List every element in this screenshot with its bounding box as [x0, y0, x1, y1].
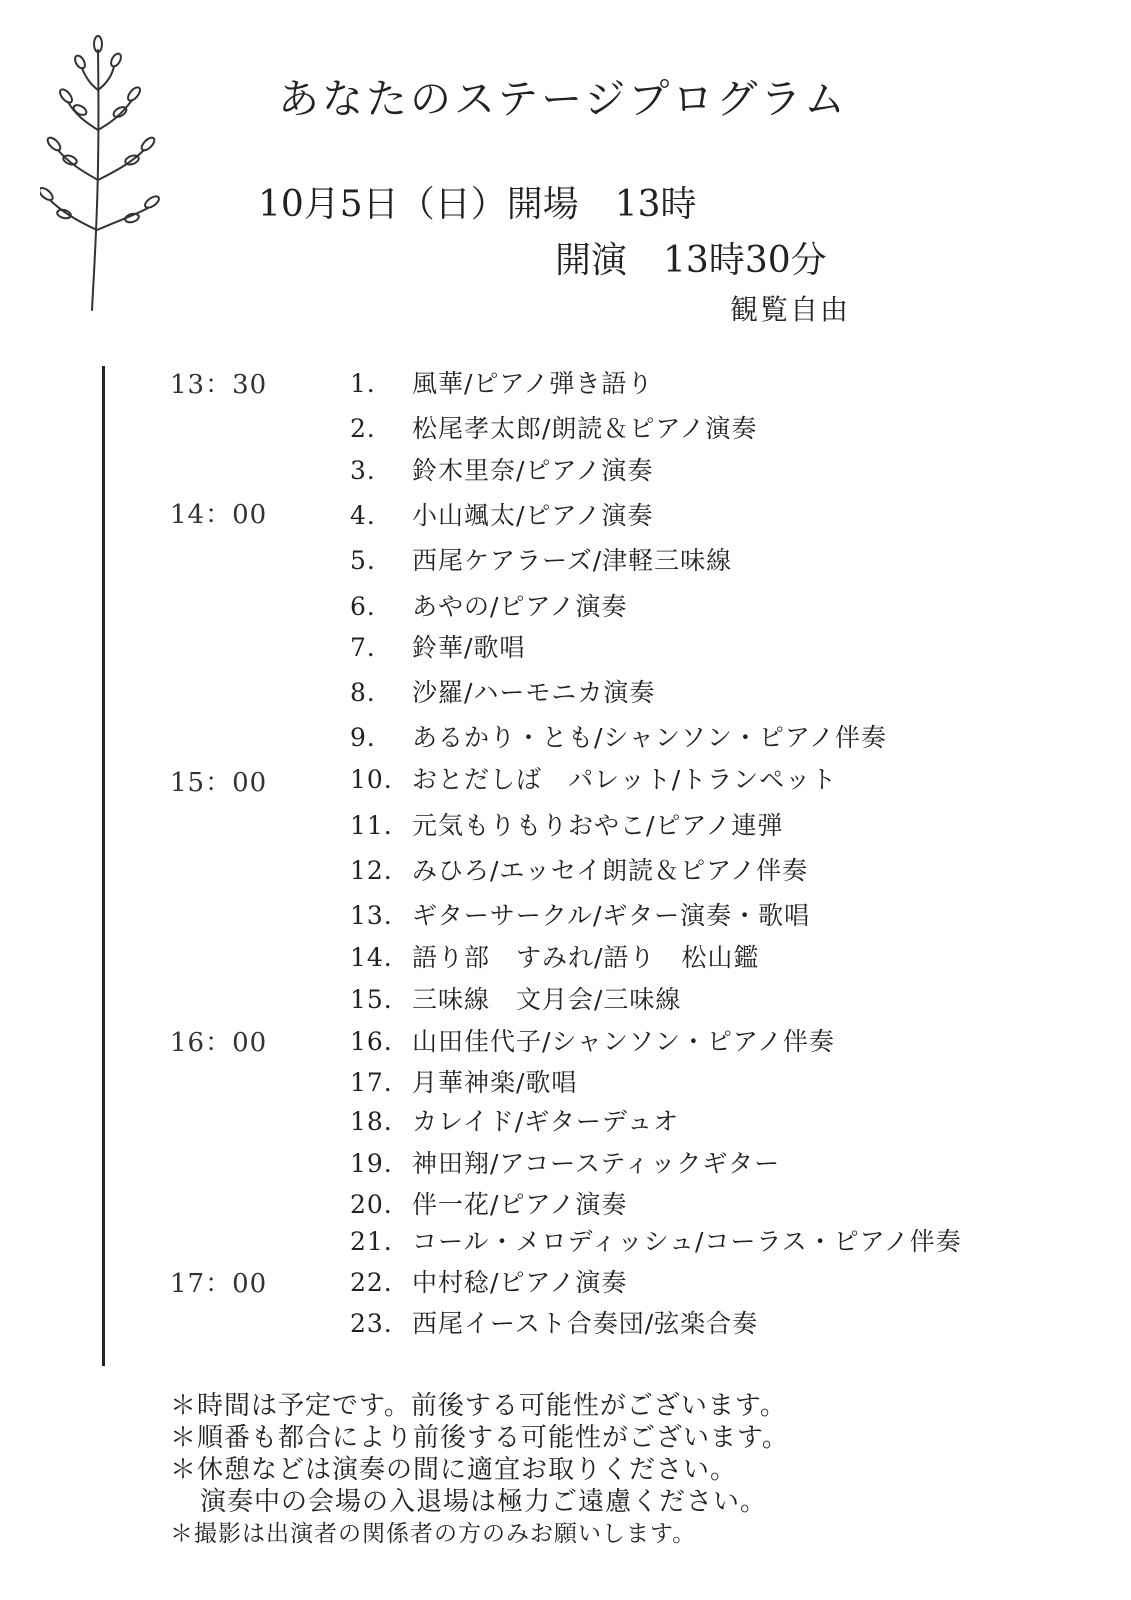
start-label: 開演 [555, 240, 628, 281]
program-text: あるかり・とも/シャンソン・ピアノ伴奏 [412, 723, 887, 752]
program-text: ギターサークル/ギター演奏・歌唱 [412, 901, 811, 930]
program-number: 6． [350, 592, 393, 621]
program-item [350, 1063, 577, 1099]
program-text: 西尾ケアラーズ/津軽三味線 [412, 546, 733, 575]
time-slot: 13：30 [170, 370, 268, 400]
time-slot: 17：00 [170, 1269, 268, 1299]
program-number: 7． [350, 633, 393, 662]
event-date: 10月5日（日） [258, 184, 507, 225]
program-text: おとだしば パレット/トランペット [412, 765, 838, 794]
start-time: 13時30分 [663, 240, 827, 281]
program-number: 10. [350, 765, 393, 794]
note-line: ＊休憩などは演奏の間に適宜お取りください。 [170, 1455, 738, 1485]
program-text: 三味線 文月会/三味線 [412, 985, 682, 1014]
program-item [350, 409, 757, 445]
program-item [350, 496, 653, 532]
program-text: 鈴木里奈/ピアノ演奏 [412, 456, 654, 485]
program-text: 西尾イースト合奏団/弦楽合奏 [412, 1309, 759, 1338]
program-number: 3． [350, 456, 393, 485]
program-text: 小山颯太/ピアノ演奏 [412, 501, 654, 530]
program-item [350, 760, 837, 796]
program-text: 月華神楽/歌唱 [412, 1068, 578, 1097]
time-slot: 15：00 [170, 768, 268, 798]
open-time: 13時 [614, 184, 697, 225]
program-text: 風華/ピアノ弾き語り [412, 369, 654, 398]
program-item [350, 541, 732, 577]
program-number: 22. [350, 1268, 393, 1297]
program-number: 15. [350, 985, 393, 1014]
program-text: 元気もりもりおやこ/ピアノ連弾 [412, 811, 784, 840]
program-number: 20. [350, 1190, 393, 1219]
open-label: 開場 [506, 184, 579, 225]
program-item [350, 1102, 679, 1138]
program-text: あやの/ピアノ演奏 [412, 592, 628, 621]
program-item [350, 1144, 780, 1180]
program-item [350, 673, 655, 709]
program-text: 中村稔/ピアノ演奏 [412, 1268, 628, 1297]
program-number: 1． [350, 369, 393, 398]
program-number: 14. [350, 943, 393, 972]
program-text: 神田翔/アコースティックギター [412, 1149, 781, 1178]
program-item [350, 587, 627, 623]
program-text: 沙羅/ハーモニカ演奏 [412, 678, 656, 707]
program-number: 21. [350, 1227, 393, 1256]
program-item [350, 806, 783, 842]
program-number: 16. [350, 1027, 393, 1056]
program-text: コール・メロディッシュ/コーラス・ピアノ伴奏 [412, 1227, 962, 1256]
note-line: ＊時間は予定です。前後する可能性がございます。 [170, 1391, 787, 1421]
program-text: 伴一花/ピアノ演奏 [412, 1190, 628, 1219]
time-slot: 16：00 [170, 1028, 268, 1058]
program-text: みひろ/エッセイ朗読＆ピアノ伴奏 [412, 856, 809, 885]
time-slot: 14：00 [170, 500, 268, 530]
program-number: 23. [350, 1309, 393, 1338]
program-item [350, 1022, 835, 1058]
program-number: 12. [350, 856, 393, 885]
program-item [350, 628, 525, 664]
notes-block [170, 1390, 789, 1550]
program-item [350, 980, 681, 1016]
note-line: 演奏中の会場の入退場は極力ご遠慮ください。 [200, 1487, 768, 1517]
program-text: 山田佳代子/シャンソン・ピアノ伴奏 [412, 1027, 835, 1056]
timeline-rule [102, 366, 105, 1366]
page-title: あなたのステージプログラム [278, 75, 848, 123]
program-item [350, 851, 808, 887]
program-item [350, 1222, 962, 1258]
program-item [350, 364, 653, 400]
program-item [350, 896, 810, 932]
program-item [350, 718, 887, 754]
event-start [555, 232, 827, 283]
program-number: 2． [350, 414, 393, 443]
program-item [350, 451, 653, 487]
program-item [350, 938, 759, 974]
program-number: 18. [350, 1107, 393, 1136]
program-item [350, 1185, 627, 1221]
program-text: 松尾孝太郎/朗読＆ピアノ演奏 [412, 414, 758, 443]
program-text: 語り部 すみれ/語り 松山鑑 [412, 943, 760, 972]
program-number: 5. [350, 546, 376, 575]
event-date-open [258, 176, 697, 227]
admission-note: 観覧自由 [730, 293, 851, 326]
program-number: 11. [350, 811, 393, 840]
program-number: 4． [350, 501, 393, 530]
note-line: ＊順番も都合により前後する可能性がございます。 [170, 1423, 789, 1453]
program-number: 19. [350, 1149, 393, 1178]
program-number: 13. [350, 901, 393, 930]
program-item [350, 1263, 627, 1299]
program-text: 鈴華/歌唱 [412, 633, 526, 662]
program-item [350, 1304, 758, 1340]
botanical-sprig-illustration [40, 30, 170, 330]
program-number: 17. [350, 1068, 393, 1097]
note-line: ＊撮影は出演者の関係者の方のみお願いします。 [170, 1521, 697, 1547]
program-text: カレイド/ギターデュオ [412, 1107, 680, 1136]
program-number: 9． [350, 723, 393, 752]
program-number: 8． [350, 678, 393, 707]
